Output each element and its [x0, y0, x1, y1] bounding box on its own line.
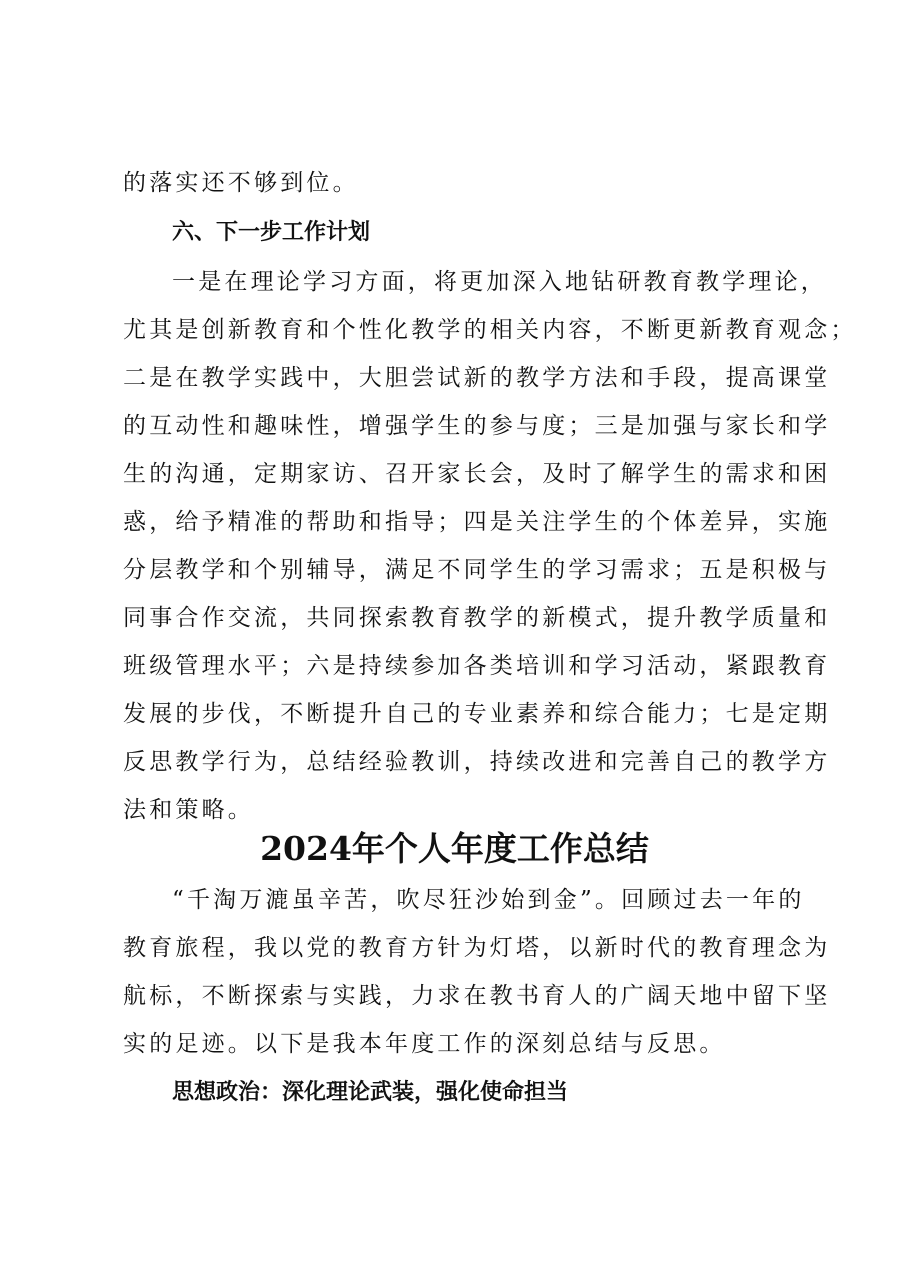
paragraph-line: 发展的步伐，不断提升自己的专业素养和综合能力；七是定期 [123, 701, 831, 727]
section-heading-politics: 思想政治：深化理论武装，强化使命担当 [172, 1080, 569, 1105]
paragraph-line: 二是在教学实践中，大胆尝试新的教学方法和手段，提高课堂 [123, 365, 831, 391]
paragraph-line: 的互动性和趣味性，增强学生的参与度；三是加强与家长和学 [123, 413, 831, 439]
paragraph-line: 尤其是创新教育和个性化教学的相关内容，不断更新教育观念； [123, 317, 857, 343]
paragraph-line: 同事合作交流，共同探索教育教学的新模式，提升教学质量和 [123, 605, 831, 631]
paragraph-line: 生的沟通，定期家访、召开家长会，及时了解学生的需求和困 [123, 461, 831, 487]
carryover-line: 的落实还不够到位。 [123, 170, 359, 196]
paragraph-line: 反思教学行为，总结经验教训，持续改进和完善自己的教学方 [123, 749, 831, 775]
paragraph-line: 班级管理水平；六是持续参加各类培训和学习活动，紧跟教育 [123, 653, 831, 679]
paragraph-line: 一是在理论学习方面，将更加深入地钻研教育教学理论， [172, 269, 827, 295]
section-heading-next-plan: 六、下一步工作计划 [172, 220, 371, 245]
paragraph-line: 惑，给予精准的帮助和指导；四是关注学生的个体差异，实施 [123, 509, 831, 535]
paragraph-line: 分层教学和个别辅导，满足不同学生的学习需求；五是积极与 [123, 557, 831, 583]
intro-line: 航标，不断探索与实践，力求在教书育人的广阔天地中留下坚 [123, 983, 831, 1009]
intro-line: “千淘万漉虽辛苦，吹尽狂沙始到金”。回顾过去一年的 [172, 887, 805, 913]
paragraph-line: 法和策略。 [123, 797, 254, 823]
intro-line: 教育旅程，我以党的教育方针为灯塔，以新时代的教育理念为 [123, 935, 831, 961]
intro-line: 实的足迹。以下是我本年度工作的深刻总结与反思。 [123, 1031, 726, 1057]
document-title: 2024年个人年度工作总结 [260, 829, 649, 868]
